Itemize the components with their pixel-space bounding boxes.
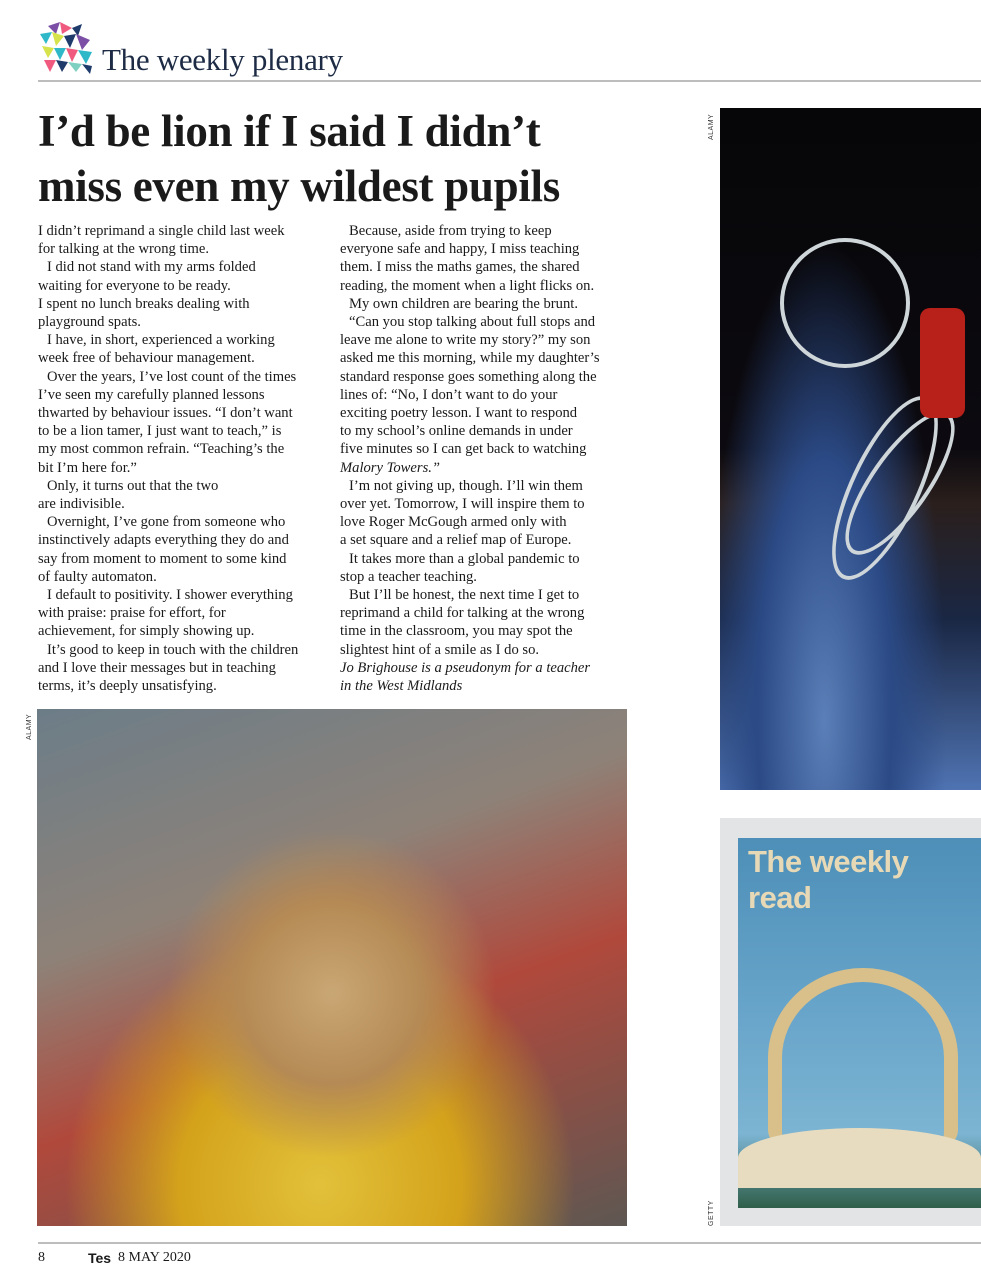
article-line: I’m not giving up, though. I’ll win them: [349, 477, 583, 494]
photo-credit-read: GETTY: [708, 1200, 715, 1226]
header-rule: [38, 80, 981, 82]
promo-title-line: read: [748, 880, 812, 915]
headline-line: I’d be lion if I said I didn’t: [38, 106, 541, 156]
article-line: for talking at the wrong time.: [38, 241, 210, 258]
photo-credit-circus: ALAMY: [708, 113, 715, 140]
article-line: my most common refrain. “Teaching’s the: [38, 441, 285, 458]
promo-title-line: The weekly: [748, 844, 909, 879]
article-line: Only, it turns out that the two: [47, 477, 219, 494]
article-line: achievement, for simply showing up.: [38, 623, 255, 640]
article-line: slightest hint of a smile as I do so.: [340, 641, 540, 658]
article-line: a set square and a relief map of Europe.: [340, 532, 572, 549]
article-line: I’ve seen my carefully planned lessons: [38, 386, 265, 403]
article-line: instinctively adapts everything they do and: [38, 532, 289, 549]
article-line: them. I miss the maths games, the shared: [340, 259, 580, 276]
article-line: I spent no lunch breaks dealing with: [38, 295, 250, 312]
article-column-1: [38, 222, 328, 695]
article-line: with praise: praise for effort, for: [38, 605, 226, 622]
article-line: say from moment to moment to some kind: [38, 550, 287, 567]
section-title: The weekly plenary: [102, 42, 343, 77]
article-line: exciting poetry lesson. I want to respond: [340, 405, 578, 422]
article-line: Jo Brighouse is a pseudonym for a teacher: [340, 659, 591, 676]
article-line: stop a teacher teaching.: [340, 568, 477, 585]
article-line: Overnight, I’ve gone from someone who: [47, 514, 286, 531]
article-line: five minutes so I can get back to watching: [340, 441, 587, 458]
footer-rule: [38, 1242, 981, 1244]
article-line: standard response goes something along the: [340, 368, 597, 385]
article-line: bit I’m here for.”: [38, 459, 137, 476]
section-logo-icon: [38, 18, 94, 74]
article-line: thwarted by behaviour issues. “I don’t want: [38, 405, 293, 422]
article-line: love Roger McGough armed only with: [340, 514, 567, 531]
footer-brand: Tes: [88, 1250, 112, 1266]
footer-date: 8 MAY 2020: [118, 1250, 191, 1265]
article-line: Over the years, I’ve lost count of the times: [47, 368, 297, 385]
article-line: playground spats.: [38, 314, 141, 331]
article-line: But I’ll be honest, the next time I get to: [349, 587, 580, 604]
article-line: Because, aside from trying to keep: [349, 223, 552, 239]
article-line: of faulty automaton.: [38, 568, 157, 585]
article-line: reprimand a child for talking at the wrong: [340, 605, 585, 622]
article-line: lines of: “No, I don’t want to do your: [340, 386, 558, 403]
article-line: everyone safe and happy, I miss teaching: [340, 241, 580, 258]
photo-credit-lion: ALAMY: [26, 713, 33, 740]
page-number: 8: [38, 1250, 45, 1265]
article-line: asked me this morning, while my daughter’s: [340, 350, 600, 367]
article-line: waiting for everyone to be ready.: [38, 277, 231, 294]
weekly-read-promo[interactable]: [720, 818, 981, 1226]
article-line: reading, the moment when a light flicks on.: [340, 277, 595, 294]
article-line: week free of behaviour management.: [38, 350, 255, 367]
article-line: and I love their messages but in teaching: [38, 659, 276, 676]
article-line: leave me alone to write my story?” my son: [340, 332, 591, 349]
book-heart-image: [738, 838, 981, 1208]
article-line: to my school’s online demands in under: [340, 423, 573, 440]
child-lion-mask-photo: [37, 709, 627, 1226]
article-line: in the West Midlands: [340, 678, 463, 695]
article-line: It’s good to keep in touch with the children: [47, 641, 299, 658]
article-line: time in the classroom, you may spot the: [340, 623, 573, 640]
article-line: “Can you stop talking about full stops and: [349, 314, 596, 331]
article-line: over yet. Tomorrow, I will inspire them to: [340, 496, 585, 513]
article-line: I did not stand with my arms folded: [47, 259, 256, 276]
article-line: terms, it’s deeply unsatisfying.: [38, 678, 217, 695]
article-line: It takes more than a global pandemic to: [349, 550, 580, 567]
article-line: to be a lion tamer, I just want to teach,” is: [38, 423, 282, 440]
article-headline: [38, 104, 698, 214]
circus-hoop-photo: [720, 108, 981, 790]
article-column-2: [340, 222, 630, 695]
article-line: are indivisible.: [38, 496, 125, 513]
article-line: I have, in short, experienced a working: [47, 332, 275, 349]
article-line: I didn’t reprimand a single child last week: [38, 223, 285, 239]
article-line: Malory Towers.”: [340, 459, 441, 476]
article-line: My own children are bearing the brunt.: [349, 295, 578, 312]
article-line: I default to positivity. I shower everything: [47, 587, 293, 604]
headline-line: miss even my wildest pupils: [38, 161, 560, 211]
weekly-read-title: [748, 844, 908, 916]
